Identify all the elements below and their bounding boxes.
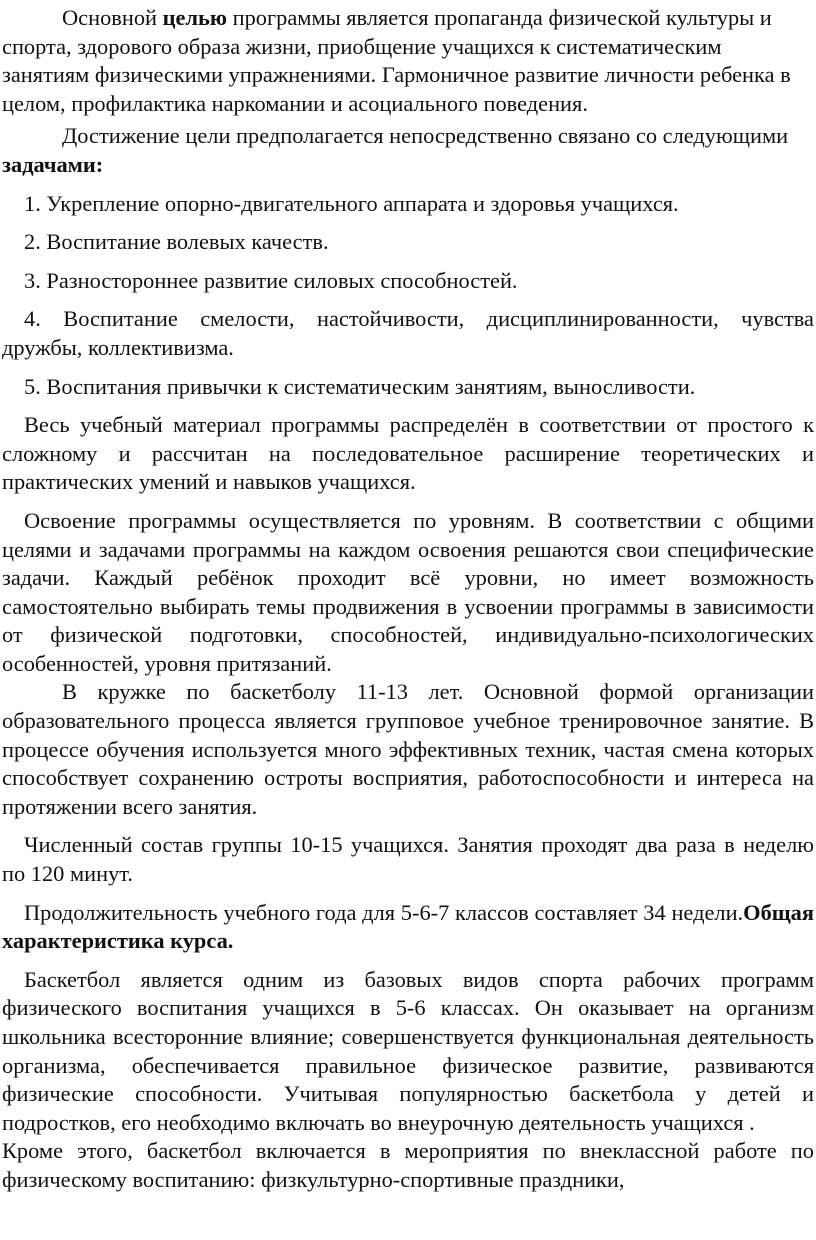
paragraph-tasks-intro <box>2 122 814 179</box>
paragraph-goal <box>2 4 814 118</box>
task-item-2: 2. Воспитание волевых качеств. <box>24 229 329 255</box>
paragraph-material: Весь учебный материал программы распределён в соответствии от простого к сложному и рассчитан на последовательное расширение теоретических и практических умений и навыков учащихся. <box>2 412 814 495</box>
paragraph-group-size: Численный состав группы 10-15 учащихся. Занятия проходят два раза в неделю по 120 минут. <box>2 832 814 887</box>
goal-bold-word: целью <box>162 5 227 30</box>
paragraph-basketball-club: В кружке по баскетболу 11-13 лет. Основной формой организации образовательного процесса является групповое учебное тренировочное занятие. В процессе обучения используется много эффективных техник, частая смена которых способствует сохранению остроты восприятия, работоспособности и интереса на протяжении всего занятия. <box>2 679 814 819</box>
task-item-4: 4. Воспитание смелости, настойчивости, дисциплинированности, чувства дружбы, коллективизма. <box>2 306 814 360</box>
task-item-3: 3. Разностороннее развитие силовых способностей. <box>24 267 518 293</box>
paragraph-extracurricular: Кроме этого, баскетбол включается в мероприятия по внеклассной работе по физическому воспитанию: физкультурно-спортивные праздники, <box>2 1138 814 1192</box>
paragraph-levels: Освоение программы осуществляется по уровням. В соответствии с общими целями и задачами программы на каждом освоения решаются свои специфические задачи. Каждый ребёнок проходит всё уровни, но имеет возможность самостоятельно выбирать темы продвижения в усвоении программы в зависимости от физической подготовки, способностей, индивидуально-психологических особенностей, уровня притязаний. <box>2 507 814 676</box>
paragraph-basketball-role: Баскетбол является одним из базовых видов спорта рабочих программ физического воспитания учащихся в 5-6 классах. Он оказывает на организм школьника всесторонние влияние; совершенствуется функциональная деятельность организма, обеспечивается правильное физическое развитие, развиваются физические способности. Учитывая популярностью баскетбола у детей и подростков, его необходимо включать во внеурочную деятельность учащихся . <box>2 966 814 1135</box>
tasks-intro-bold: задачами: <box>2 151 104 177</box>
task-item-5: 5. Воспитания привычки к систематическим занятиям, выносливости. <box>24 373 696 399</box>
task-item-1: 1. Укрепление опорно-двигательного аппарата и здоровья учащихся. <box>24 190 679 216</box>
tasks-intro-lead: Достижение цели предполагается непосредственно связано со следующими <box>62 123 789 149</box>
paragraph-year-length <box>2 899 814 956</box>
goal-lead: Основной <box>62 5 163 30</box>
year-length-text: Продолжительность учебного года для 5-6-7 классов составляет 34 недели. <box>24 899 744 925</box>
goal-rest: программы является пропаганда физической культуры и спорта, здорового образа жизни, приобщение учащихся к систематическим занятиям физическими упражнениями. Гармоничное развитие личности ребенка в целом, профилактика наркомании и асоциального поведения. <box>2 5 791 116</box>
course-heading: Общая характеристика курса. <box>2 899 814 954</box>
